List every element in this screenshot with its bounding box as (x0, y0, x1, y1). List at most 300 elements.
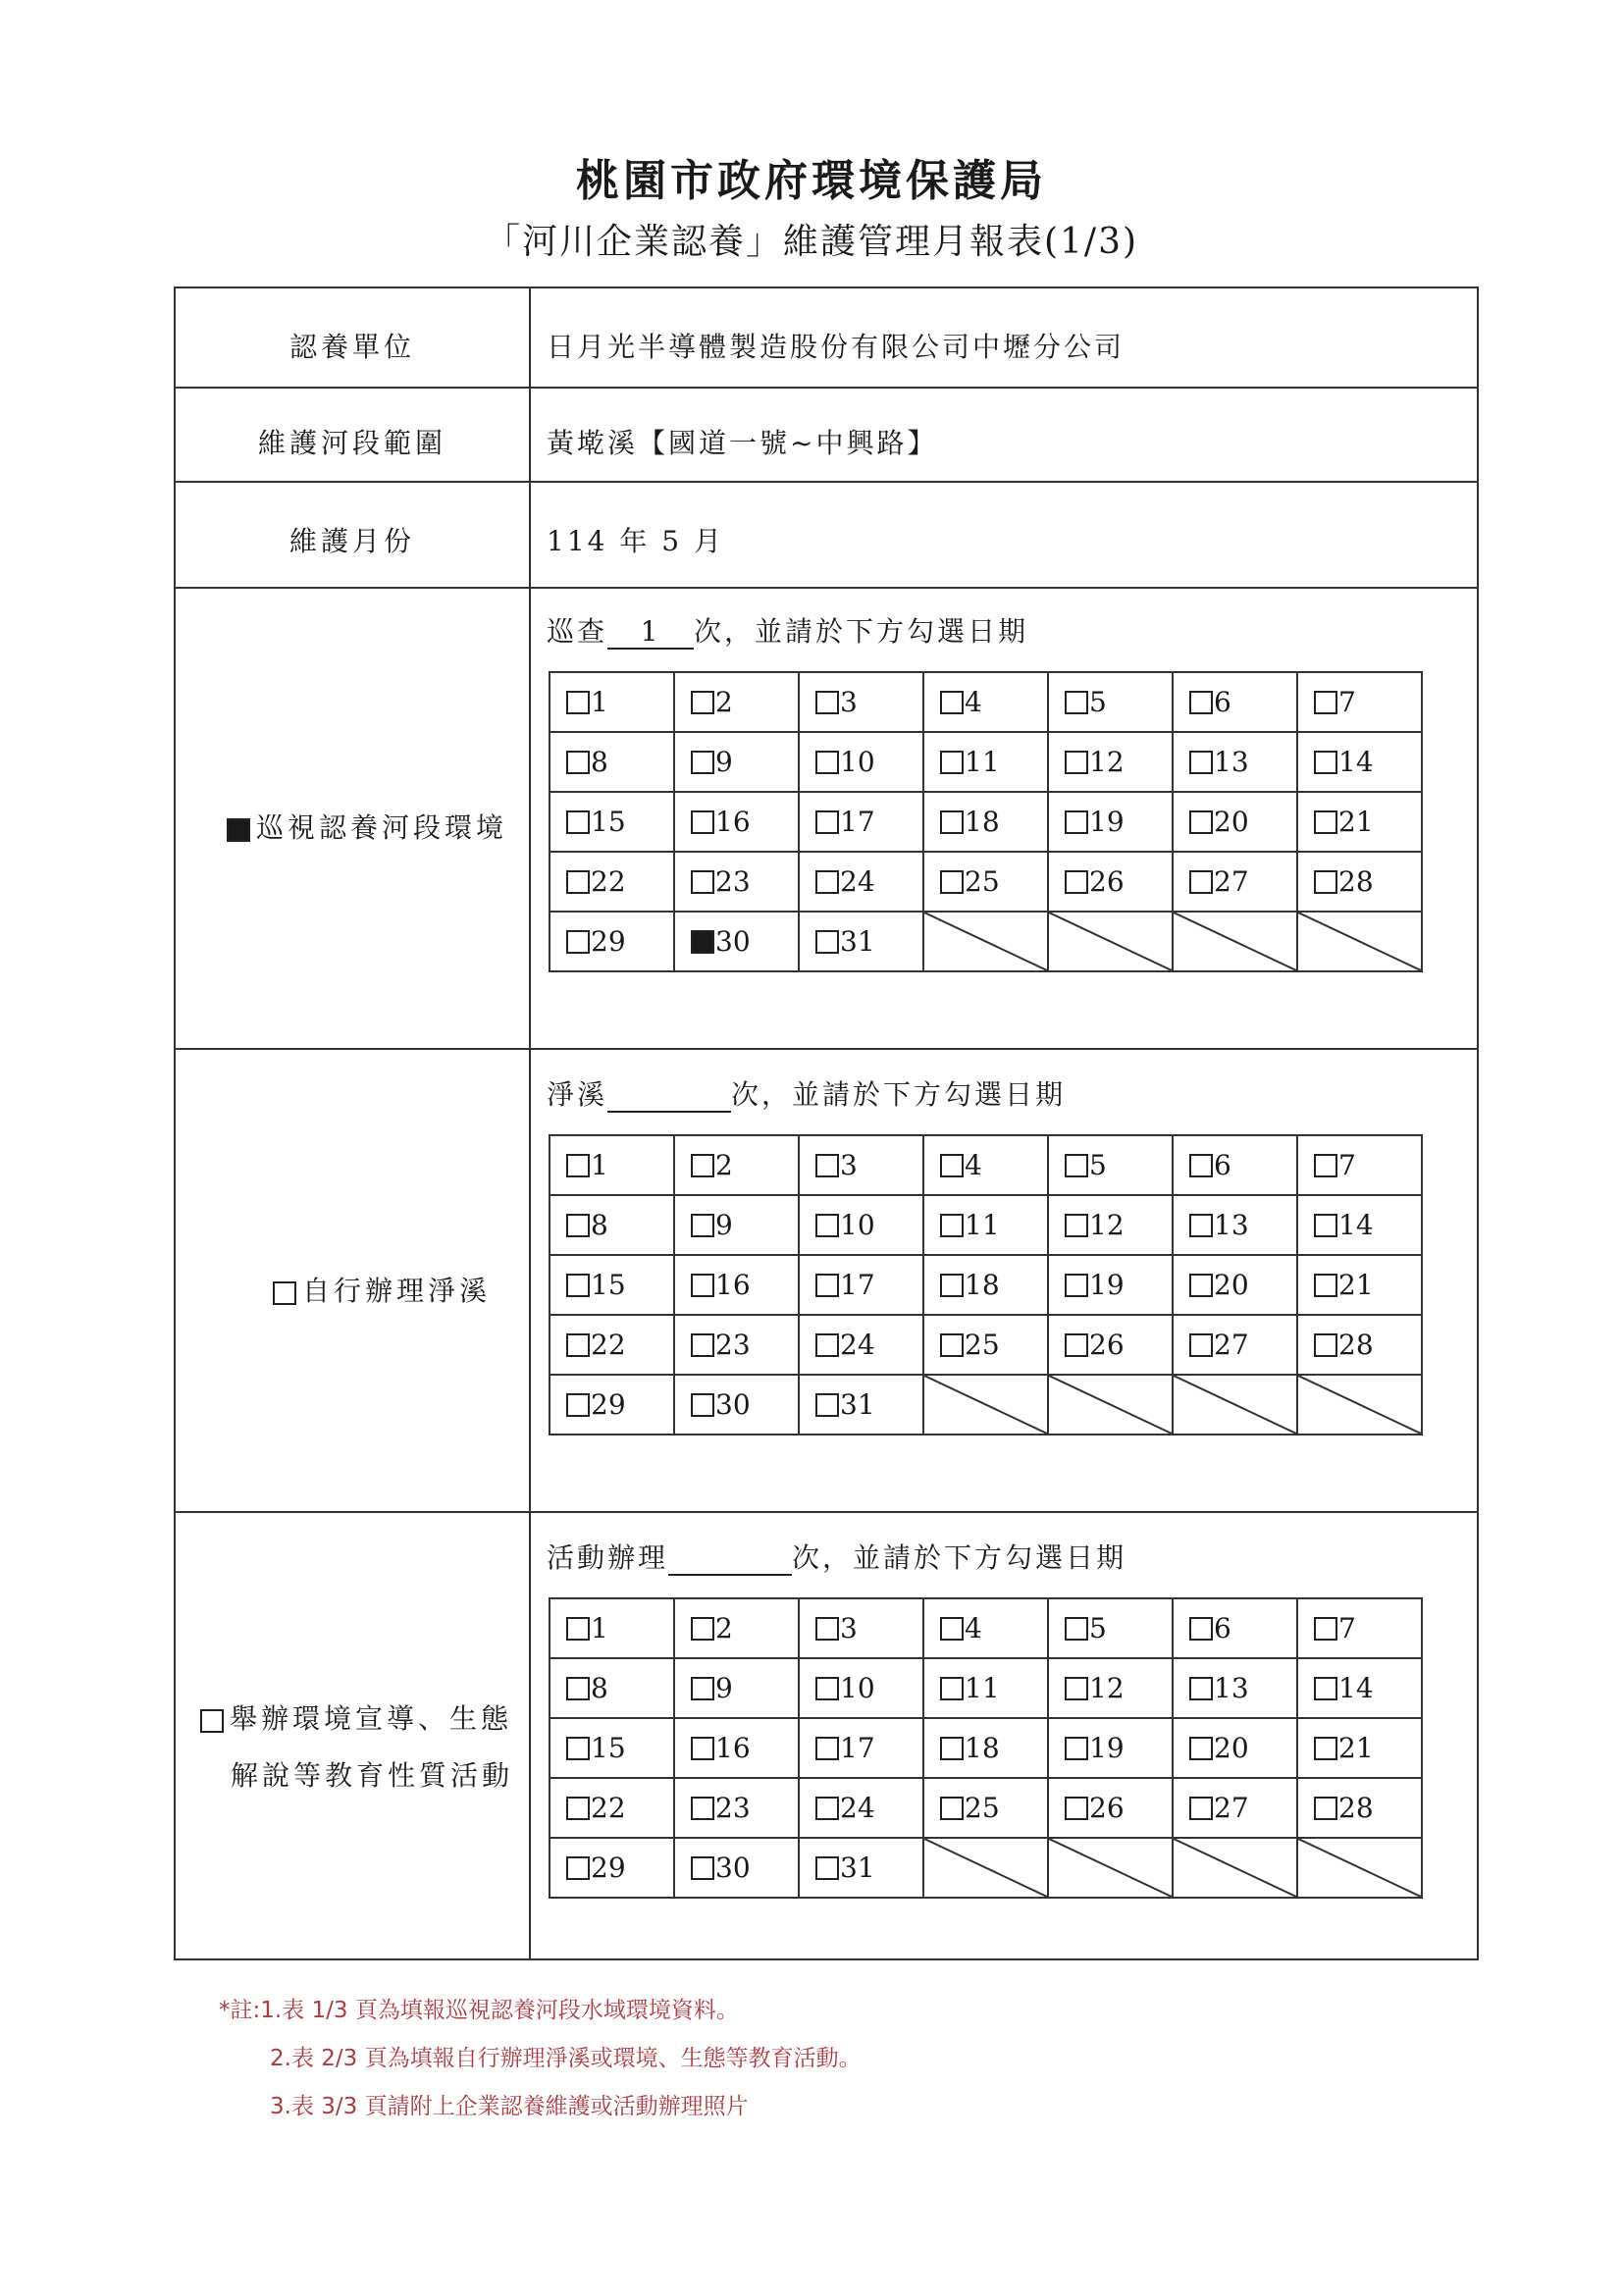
date-cell-13[interactable] (1173, 732, 1297, 792)
date-checkbox[interactable] (815, 930, 839, 954)
date-label: 1 (591, 1612, 608, 1644)
date-checkbox[interactable] (815, 1856, 839, 1880)
date-label: 30 (715, 1852, 751, 1884)
diagonal-slash (1174, 1839, 1296, 1897)
date-checkbox[interactable] (1314, 1737, 1337, 1760)
date-label: 18 (965, 1269, 1000, 1301)
date-cell-29[interactable] (550, 912, 674, 971)
date-cell-22[interactable] (550, 852, 674, 912)
date-cell-25[interactable] (923, 1778, 1048, 1838)
date-label: 25 (965, 865, 1000, 898)
date-label: 24 (840, 1329, 875, 1361)
date-label: 23 (715, 1792, 751, 1824)
date-label: 11 (965, 746, 1000, 778)
date-checkbox[interactable] (940, 1333, 964, 1357)
date-grid-row (550, 912, 1422, 971)
date-cell-21[interactable] (1297, 792, 1422, 852)
date-checkbox[interactable] (1189, 1797, 1213, 1820)
date-checkbox[interactable] (815, 751, 839, 774)
date-checkbox[interactable] (566, 1737, 590, 1760)
date-cell-5[interactable] (1048, 1598, 1173, 1658)
row-divider (176, 1048, 1477, 1050)
date-checkbox[interactable] (1189, 1617, 1213, 1641)
date-checkbox[interactable] (566, 1856, 590, 1880)
date-label: 9 (715, 1672, 733, 1704)
date-checkbox[interactable] (815, 1617, 839, 1641)
date-grid-row (550, 852, 1422, 912)
date-checkbox[interactable] (940, 1797, 964, 1820)
date-checkbox[interactable] (691, 691, 714, 714)
date-cell-14[interactable] (1297, 1195, 1422, 1255)
date-cell-27[interactable] (1173, 1778, 1297, 1838)
date-label: 12 (1089, 1209, 1125, 1241)
date-label: 23 (715, 1329, 751, 1361)
date-cell-2[interactable] (674, 1135, 799, 1195)
date-cell-16[interactable] (674, 1255, 799, 1315)
footnote-2: 2.表 2/3 頁為填報自行辦理淨溪或環境、生態等教育活動。 (270, 2046, 862, 2071)
river-range-label: 維護河段範圍 (257, 427, 446, 459)
date-label: 29 (591, 1388, 626, 1421)
date-cell-16[interactable] (674, 792, 799, 852)
month-label: 維護月份 (288, 525, 415, 557)
date-cell-29[interactable] (550, 1838, 674, 1898)
date-cell-2[interactable] (674, 1598, 799, 1658)
date-checkbox[interactable] (691, 1214, 714, 1237)
date-checkbox[interactable] (940, 870, 964, 894)
date-cell-12[interactable] (1048, 1195, 1173, 1255)
date-checkbox[interactable] (1065, 751, 1088, 774)
date-cell-22[interactable] (550, 1778, 674, 1838)
date-label: 27 (1214, 865, 1249, 898)
date-checkbox[interactable] (566, 1214, 590, 1237)
date-checkbox[interactable] (691, 1333, 714, 1357)
date-cell-29[interactable] (550, 1375, 674, 1435)
date-checkbox[interactable] (1065, 1333, 1088, 1357)
date-label: 21 (1338, 1732, 1374, 1764)
diagonal-slash (1298, 913, 1421, 970)
empty-date-cell (923, 1838, 1048, 1898)
row-divider (176, 1511, 1477, 1513)
date-label: 8 (591, 746, 608, 778)
date-label: 16 (715, 806, 751, 838)
empty-date-cell (1173, 1375, 1297, 1435)
date-cell-20[interactable] (1173, 1718, 1297, 1778)
date-cell-14[interactable] (1297, 1658, 1422, 1718)
date-cell-6[interactable] (1173, 1598, 1297, 1658)
date-checkbox[interactable] (566, 1797, 590, 1820)
date-cell-31[interactable] (799, 912, 923, 971)
date-checkbox[interactable] (940, 1154, 964, 1177)
date-cell-26[interactable] (1048, 1778, 1173, 1838)
date-grid-row (550, 1255, 1422, 1315)
date-label: 24 (840, 865, 875, 898)
date-cell-17[interactable] (799, 1718, 923, 1778)
date-checkbox[interactable] (815, 810, 839, 834)
date-checkbox[interactable] (1065, 1154, 1088, 1177)
date-checkbox[interactable] (815, 1797, 839, 1820)
date-checkbox[interactable] (1065, 1274, 1088, 1297)
date-cell-9[interactable] (674, 1658, 799, 1718)
date-checkbox[interactable] (566, 1333, 590, 1357)
diagonal-slash (1298, 1376, 1421, 1434)
date-cell-27[interactable] (1173, 1315, 1297, 1375)
section-label-patrol (176, 807, 529, 846)
date-grid-row (550, 1375, 1422, 1435)
date-label: 4 (965, 686, 982, 718)
date-cell-23[interactable] (674, 1315, 799, 1375)
date-checkbox[interactable] (566, 1617, 590, 1641)
date-checkbox[interactable] (691, 1797, 714, 1820)
date-label: 15 (591, 1732, 626, 1764)
date-checkbox[interactable] (691, 1856, 714, 1880)
date-checkbox[interactable] (1065, 1214, 1088, 1237)
date-checkbox[interactable] (691, 751, 714, 774)
date-checkbox[interactable] (691, 930, 714, 954)
date-cell-14[interactable] (1297, 732, 1422, 792)
date-cell-9[interactable] (674, 732, 799, 792)
date-checkbox[interactable] (1065, 691, 1088, 714)
cleanup-label-text: 自行辦理淨溪 (301, 1275, 491, 1307)
date-cell-12[interactable] (1048, 1658, 1173, 1718)
date-cell-17[interactable] (799, 1255, 923, 1315)
date-cell-11[interactable] (923, 1195, 1048, 1255)
date-label: 27 (1214, 1792, 1249, 1824)
date-cell-1[interactable] (550, 1598, 674, 1658)
date-cell-7[interactable] (1297, 672, 1422, 732)
patrol-prompt-prefix: 巡查 (547, 615, 608, 648)
date-grid-row (550, 792, 1422, 852)
date-cell-11[interactable] (923, 732, 1048, 792)
date-cell-8[interactable] (550, 732, 674, 792)
date-checkbox[interactable] (1314, 1797, 1337, 1820)
date-label: 3 (840, 1612, 858, 1644)
activity-prompt-prefix: 活動辦理 (547, 1541, 669, 1574)
date-checkbox[interactable] (815, 1737, 839, 1760)
date-cell-13[interactable] (1173, 1195, 1297, 1255)
date-cell-2[interactable] (674, 672, 799, 732)
date-checkbox[interactable] (1314, 810, 1337, 834)
date-cell-28[interactable] (1297, 1778, 1422, 1838)
section-label-activity (176, 1697, 529, 1737)
date-checkbox[interactable] (940, 751, 964, 774)
date-cell-19[interactable] (1048, 792, 1173, 852)
date-label: 3 (840, 1149, 858, 1181)
date-cell-24[interactable] (799, 1778, 923, 1838)
date-checkbox[interactable] (566, 1677, 590, 1700)
date-label: 13 (1214, 1209, 1249, 1241)
date-cell-17[interactable] (799, 792, 923, 852)
activity-date-grid (549, 1597, 1423, 1899)
date-label: 8 (591, 1209, 608, 1241)
date-cell-27[interactable] (1173, 852, 1297, 912)
date-checkbox[interactable] (566, 930, 590, 954)
date-cell-20[interactable] (1173, 1255, 1297, 1315)
date-checkbox[interactable] (1189, 1274, 1213, 1297)
date-grid-row (550, 732, 1422, 792)
date-cell-10[interactable] (799, 1195, 923, 1255)
activity-count-field[interactable] (668, 1543, 792, 1576)
date-cell-6[interactable] (1173, 1135, 1297, 1195)
cleanup-checkbox[interactable] (273, 1281, 296, 1305)
date-checkbox[interactable] (940, 810, 964, 834)
date-checkbox[interactable] (1065, 1677, 1088, 1700)
date-checkbox[interactable] (815, 1333, 839, 1357)
date-checkbox[interactable] (1314, 1214, 1337, 1237)
date-cell-8[interactable] (550, 1195, 674, 1255)
date-checkbox[interactable] (1314, 1617, 1337, 1641)
date-cell-10[interactable] (799, 1658, 923, 1718)
date-label: 2 (715, 686, 733, 718)
date-checkbox[interactable] (815, 1393, 839, 1417)
date-label: 12 (1089, 1672, 1125, 1704)
date-label: 6 (1214, 1612, 1231, 1644)
date-label: 18 (965, 806, 1000, 838)
empty-date-cell (1048, 1838, 1173, 1898)
date-label: 20 (1214, 806, 1249, 838)
date-grid-row (550, 1195, 1422, 1255)
date-checkbox[interactable] (691, 1617, 714, 1641)
activity-label-line-2: 解說等教育性質活動 (230, 1759, 513, 1792)
date-cell-10[interactable] (799, 732, 923, 792)
date-checkbox[interactable] (1314, 1333, 1337, 1357)
date-label: 10 (840, 1672, 875, 1704)
date-cell-19[interactable] (1048, 1718, 1173, 1778)
empty-date-cell (1048, 912, 1173, 971)
date-checkbox[interactable] (566, 1274, 590, 1297)
patrol-count-field[interactable]: 1 (607, 617, 694, 650)
date-checkbox[interactable] (691, 810, 714, 834)
cleanup-prompt (547, 1073, 1066, 1113)
date-cell-18[interactable] (923, 1255, 1048, 1315)
empty-date-cell (1173, 912, 1297, 971)
patrol-prompt-suffix: 次，並請於下方勾選日期 (694, 615, 1029, 648)
date-checkbox[interactable] (1189, 1677, 1213, 1700)
date-cell-16[interactable] (674, 1718, 799, 1778)
date-checkbox[interactable] (566, 1154, 590, 1177)
column-divider (529, 288, 531, 1958)
date-checkbox[interactable] (1189, 870, 1213, 894)
date-checkbox[interactable] (940, 1617, 964, 1641)
date-checkbox[interactable] (691, 1393, 714, 1417)
date-checkbox[interactable] (1314, 691, 1337, 714)
date-checkbox[interactable] (566, 751, 590, 774)
date-checkbox[interactable] (691, 1154, 714, 1177)
date-checkbox[interactable] (1314, 1154, 1337, 1177)
date-cell-15[interactable] (550, 1718, 674, 1778)
date-checkbox[interactable] (691, 870, 714, 894)
diagonal-slash (924, 1376, 1047, 1434)
date-checkbox[interactable] (815, 1274, 839, 1297)
date-checkbox[interactable] (1189, 1214, 1213, 1237)
date-checkbox[interactable] (815, 691, 839, 714)
date-label: 11 (965, 1672, 1000, 1704)
date-label: 4 (965, 1149, 982, 1181)
patrol-date-grid (549, 671, 1423, 972)
date-label: 13 (1214, 1672, 1249, 1704)
date-cell-3[interactable] (799, 672, 923, 732)
date-label: 31 (840, 1852, 875, 1884)
date-checkbox[interactable] (1314, 1274, 1337, 1297)
diagonal-slash (924, 1839, 1047, 1897)
date-label: 17 (840, 806, 875, 838)
date-cell-5[interactable] (1048, 672, 1173, 732)
date-label: 2 (715, 1149, 733, 1181)
patrol-checkbox[interactable] (227, 818, 250, 842)
date-cell-31[interactable] (799, 1838, 923, 1898)
date-cell-5[interactable] (1048, 1135, 1173, 1195)
date-label: 6 (1214, 1149, 1231, 1181)
date-checkbox[interactable] (566, 870, 590, 894)
date-cell-7[interactable] (1297, 1598, 1422, 1658)
date-checkbox[interactable] (1065, 810, 1088, 834)
date-checkbox[interactable] (1189, 1333, 1213, 1357)
date-label: 28 (1338, 1329, 1374, 1361)
date-label: 1 (591, 1149, 608, 1181)
date-label: 14 (1338, 746, 1374, 778)
date-cell-20[interactable] (1173, 792, 1297, 852)
date-checkbox[interactable] (815, 870, 839, 894)
date-cell-18[interactable] (923, 1718, 1048, 1778)
date-label: 7 (1338, 1612, 1356, 1644)
date-label: 6 (1214, 686, 1231, 718)
date-cell-22[interactable] (550, 1315, 674, 1375)
date-cell-3[interactable] (799, 1598, 923, 1658)
date-label: 23 (715, 865, 751, 898)
footnote-3: 3.表 3/3 頁請附上企業認養維護或活動辦理照片 (270, 2094, 749, 2119)
date-checkbox[interactable] (940, 1677, 964, 1700)
date-label: 5 (1089, 1149, 1107, 1181)
date-checkbox[interactable] (1189, 691, 1213, 714)
date-cell-18[interactable] (923, 792, 1048, 852)
footnote-1: *註:1.表 1/3 頁為填報巡視認養河段水域環境資料。 (219, 1998, 739, 2023)
date-cell-11[interactable] (923, 1658, 1048, 1718)
date-cell-3[interactable] (799, 1135, 923, 1195)
row-divider (176, 481, 1477, 483)
date-cell-13[interactable] (1173, 1658, 1297, 1718)
row-divider (176, 387, 1477, 389)
date-grid-row (550, 1658, 1422, 1718)
date-checkbox[interactable] (691, 1274, 714, 1297)
cleanup-prompt-prefix: 淨溪 (547, 1078, 608, 1111)
activity-label-line-1: 舉辦環境宣導、生態 (229, 1702, 512, 1735)
date-checkbox[interactable] (1314, 870, 1337, 894)
date-checkbox[interactable] (691, 1737, 714, 1760)
date-checkbox[interactable] (1189, 810, 1213, 834)
date-grid-row (550, 1838, 1422, 1898)
diagonal-slash (1174, 913, 1296, 970)
date-checkbox[interactable] (566, 810, 590, 834)
date-label: 22 (591, 1329, 626, 1361)
date-checkbox[interactable] (940, 1737, 964, 1760)
date-label: 14 (1338, 1672, 1374, 1704)
date-cell-21[interactable] (1297, 1718, 1422, 1778)
date-checkbox[interactable] (1314, 1677, 1337, 1700)
date-cell-23[interactable] (674, 852, 799, 912)
diagonal-slash (1049, 1839, 1172, 1897)
diagonal-slash (1298, 1839, 1421, 1897)
date-checkbox[interactable] (566, 691, 590, 714)
date-cell-24[interactable] (799, 852, 923, 912)
date-checkbox[interactable] (1065, 870, 1088, 894)
date-checkbox[interactable] (1065, 1617, 1088, 1641)
date-checkbox[interactable] (815, 1154, 839, 1177)
date-label: 4 (965, 1612, 982, 1644)
date-cell-4[interactable] (923, 672, 1048, 732)
date-label: 31 (840, 925, 875, 958)
date-cell-25[interactable] (923, 852, 1048, 912)
date-cell-24[interactable] (799, 1315, 923, 1375)
date-cell-30[interactable] (674, 1375, 799, 1435)
date-cell-28[interactable] (1297, 852, 1422, 912)
date-checkbox[interactable] (1189, 1737, 1213, 1760)
cleanup-count-field[interactable] (607, 1080, 731, 1113)
unit-value: 日月光半導體製造股份有限公司中壢分公司 (547, 331, 1126, 363)
empty-date-cell (1173, 1838, 1297, 1898)
date-cell-31[interactable] (799, 1375, 923, 1435)
date-cell-15[interactable] (550, 1255, 674, 1315)
date-cell-25[interactable] (923, 1315, 1048, 1375)
date-cell-26[interactable] (1048, 1315, 1173, 1375)
date-cell-26[interactable] (1048, 852, 1173, 912)
date-label: 7 (1338, 686, 1356, 718)
date-cell-8[interactable] (550, 1658, 674, 1718)
date-label: 16 (715, 1269, 751, 1301)
date-checkbox[interactable] (1314, 751, 1337, 774)
activity-checkbox[interactable] (200, 1709, 224, 1733)
date-checkbox[interactable] (691, 1677, 714, 1700)
date-cell-4[interactable] (923, 1135, 1048, 1195)
date-checkbox[interactable] (1065, 1797, 1088, 1820)
date-label: 8 (591, 1672, 608, 1704)
date-label: 19 (1089, 1269, 1125, 1301)
date-cell-1[interactable] (550, 1135, 674, 1195)
date-label: 30 (715, 925, 751, 958)
date-checkbox[interactable] (1065, 1737, 1088, 1760)
date-checkbox[interactable] (815, 1677, 839, 1700)
date-cell-12[interactable] (1048, 732, 1173, 792)
date-checkbox[interactable] (940, 1214, 964, 1237)
date-label: 20 (1214, 1269, 1249, 1301)
date-cell-1[interactable] (550, 672, 674, 732)
date-cell-19[interactable] (1048, 1255, 1173, 1315)
date-cell-30[interactable] (674, 1838, 799, 1898)
date-cell-15[interactable] (550, 792, 674, 852)
date-cell-7[interactable] (1297, 1135, 1422, 1195)
date-label: 17 (840, 1732, 875, 1764)
date-checkbox[interactable] (815, 1214, 839, 1237)
date-cell-30[interactable] (674, 912, 799, 971)
date-label: 29 (591, 925, 626, 958)
patrol-prompt (547, 610, 1028, 650)
page-title: 桃園市政府環境保護局 (576, 156, 1047, 206)
date-cell-6[interactable] (1173, 672, 1297, 732)
date-cell-28[interactable] (1297, 1315, 1422, 1375)
date-label: 21 (1338, 1269, 1374, 1301)
date-checkbox[interactable] (940, 1274, 964, 1297)
date-checkbox[interactable] (1189, 751, 1213, 774)
date-label: 14 (1338, 1209, 1374, 1241)
date-checkbox[interactable] (1189, 1154, 1213, 1177)
date-cell-21[interactable] (1297, 1255, 1422, 1315)
date-label: 28 (1338, 865, 1374, 898)
date-cell-9[interactable] (674, 1195, 799, 1255)
date-label: 20 (1214, 1732, 1249, 1764)
date-cell-4[interactable] (923, 1598, 1048, 1658)
date-cell-23[interactable] (674, 1778, 799, 1838)
date-grid-row (550, 672, 1422, 732)
date-checkbox[interactable] (566, 1393, 590, 1417)
date-checkbox[interactable] (940, 691, 964, 714)
